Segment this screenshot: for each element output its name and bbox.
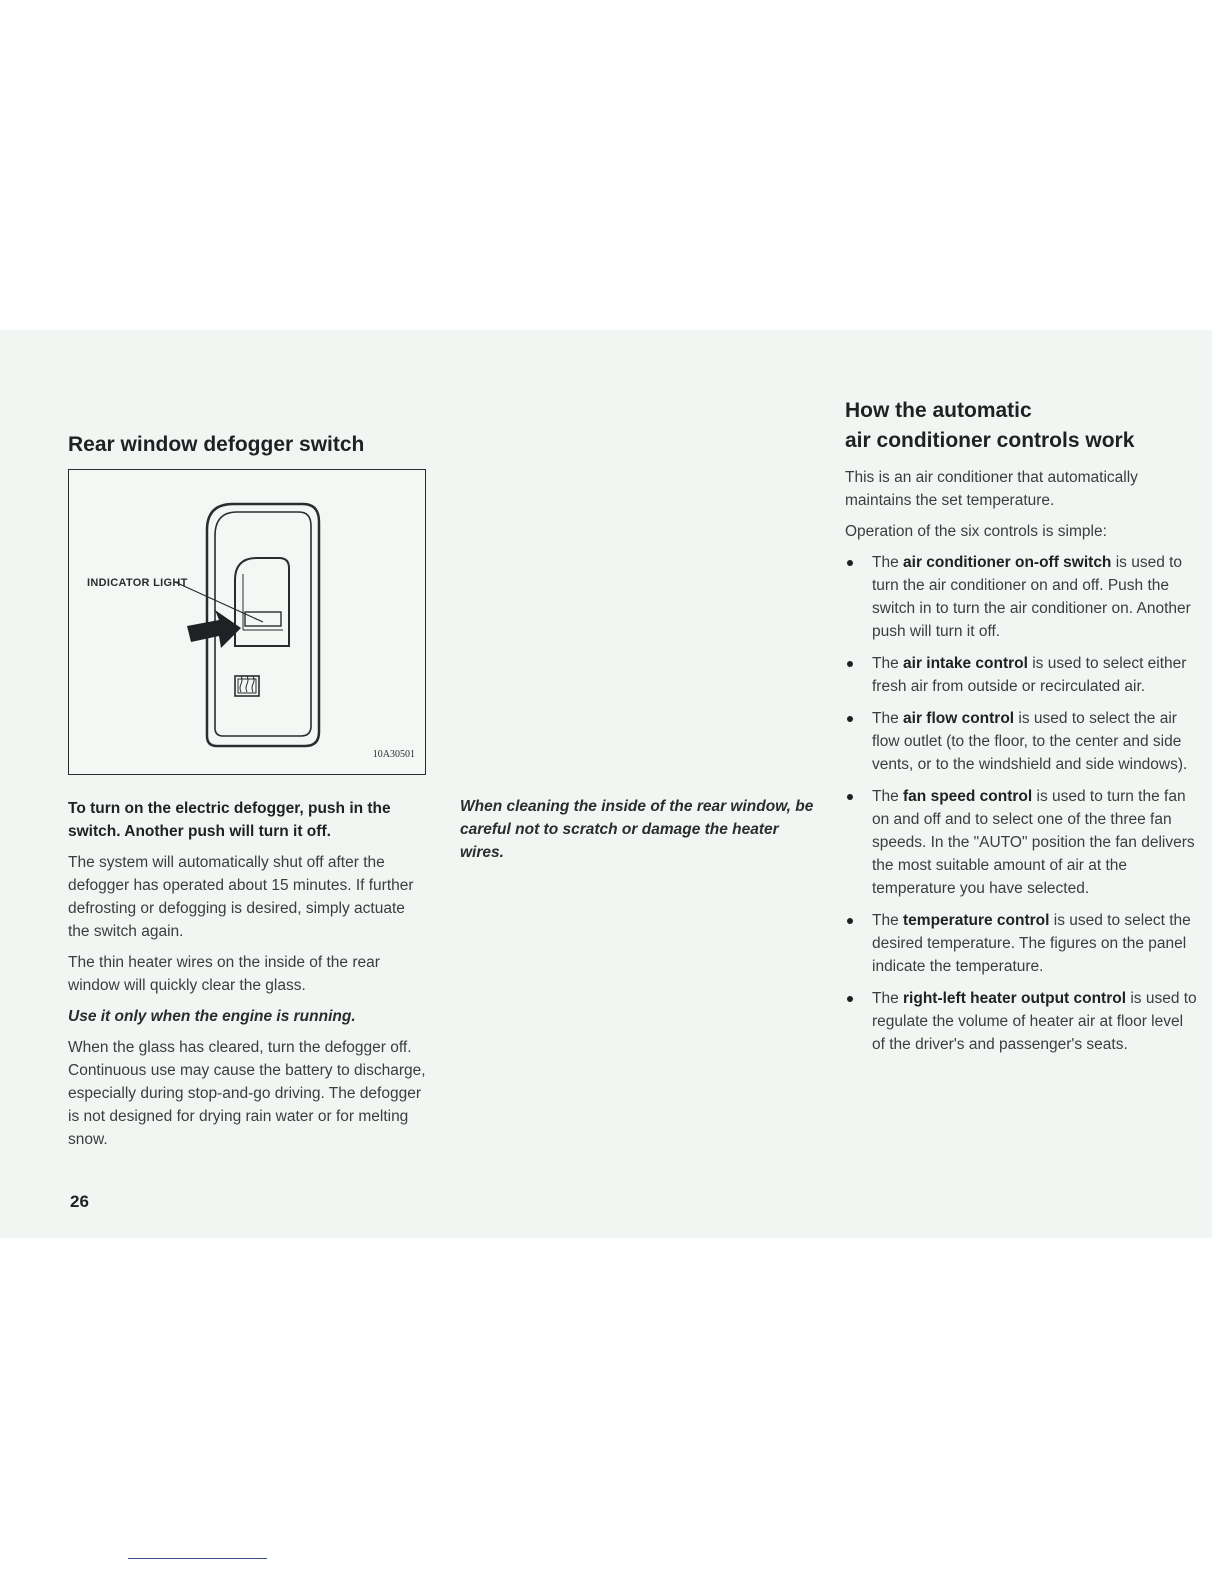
manual-page xyxy=(0,330,1212,1238)
bullet-term: right-left heater output control xyxy=(903,990,1127,1007)
bullet-icon xyxy=(847,661,853,667)
figure-code: 10A30501 xyxy=(372,749,415,760)
ac-controls-list xyxy=(845,551,1199,1056)
bullet-text: is used to select either fresh air from outside or recirculated air. xyxy=(872,655,1187,695)
indicator-light-label: INDICATOR LIGHT xyxy=(87,577,188,589)
list-item xyxy=(845,785,1199,900)
defogger-engine-warning: Use it only when the engine is running. xyxy=(68,1008,356,1025)
defogger-heading: Rear window defogger switch xyxy=(68,433,365,456)
bullet-text: The xyxy=(872,788,904,805)
bullet-text: is used to turn the air conditioner on and off. Push the switch in to turn the air conditioner on. Another push will turn it off. xyxy=(872,554,1191,640)
cleaning-caution: When cleaning the inside of the rear window, be careful not to scratch or damage the heater wires. xyxy=(460,798,814,861)
ac-intro: This is an air conditioner that automatically maintains the set temperature. xyxy=(845,469,1138,509)
bullet-icon xyxy=(847,560,853,566)
ac-heading-line-1: How the automatic xyxy=(845,399,1032,422)
bullet-text: The xyxy=(872,655,904,672)
bullet-term: temperature control xyxy=(903,912,1050,929)
defogger-battery-note: When the glass has cleared, turn the defogger off. Continuous use may cause the battery to discharge, especially during stop-and-go driving. The defogger is not designed for drying rain water or for melting snow. xyxy=(68,1039,426,1148)
bullet-icon xyxy=(847,794,853,800)
ac-operation-intro: Operation of the six controls is simple: xyxy=(845,523,1107,540)
bullet-text: The xyxy=(872,912,904,929)
bullet-term: fan speed control xyxy=(903,788,1033,805)
bullet-text: The xyxy=(872,710,904,727)
right-column xyxy=(845,396,1199,1065)
bullet-text: The xyxy=(872,554,904,571)
list-item xyxy=(845,652,1199,698)
bullet-text: is used to regulate the volume of heater air at floor level of the driver's and passenger's seats. xyxy=(872,990,1197,1053)
defogger-instruction: To turn on the electric defogger, push in the switch. Another push will turn it off. xyxy=(68,800,391,840)
bullet-term: air flow control xyxy=(903,710,1015,727)
defogger-auto-shutoff: The system will automatically shut off after the defogger has operated about 15 minutes. If further defrosting or defogging is desired, simply actuate the switch again. xyxy=(68,854,414,940)
list-item xyxy=(845,551,1199,643)
left-column xyxy=(68,430,426,1159)
defogger-heater-wires: The thin heater wires on the inside of the rear window will quickly clear the glass. xyxy=(68,954,380,994)
ac-heading-line-2: air conditioner controls work xyxy=(845,429,1135,452)
bullet-text: The xyxy=(872,990,904,1007)
bullet-text: is used to turn the fan on and off and to select one of the three fan speeds. In the "AUTO" position the fan delivers the most suitable amount of air at the temperature you have selected. xyxy=(872,788,1195,897)
ac-controls-heading xyxy=(845,396,1199,456)
bullet-text: is used to select the air flow outlet (to the floor, to the center and side vents, or to the windshield and side windows). xyxy=(872,710,1188,773)
bullet-icon xyxy=(847,996,853,1002)
page-number: 26 xyxy=(70,1192,89,1211)
defogger-switch-illustration xyxy=(69,470,427,776)
list-item xyxy=(845,707,1199,776)
bottom-divider xyxy=(128,1558,267,1559)
list-item xyxy=(845,909,1199,978)
bullet-text: is used to select the desired temperature. The figures on the panel indicate the temperature. xyxy=(872,912,1191,975)
list-item xyxy=(845,987,1199,1056)
middle-column xyxy=(460,795,816,872)
bullet-icon xyxy=(847,716,853,722)
bullet-icon xyxy=(847,918,853,924)
bullet-term: air intake control xyxy=(903,655,1028,672)
bullet-term: air conditioner on-off switch xyxy=(903,554,1112,571)
defogger-switch-figure xyxy=(68,469,426,775)
